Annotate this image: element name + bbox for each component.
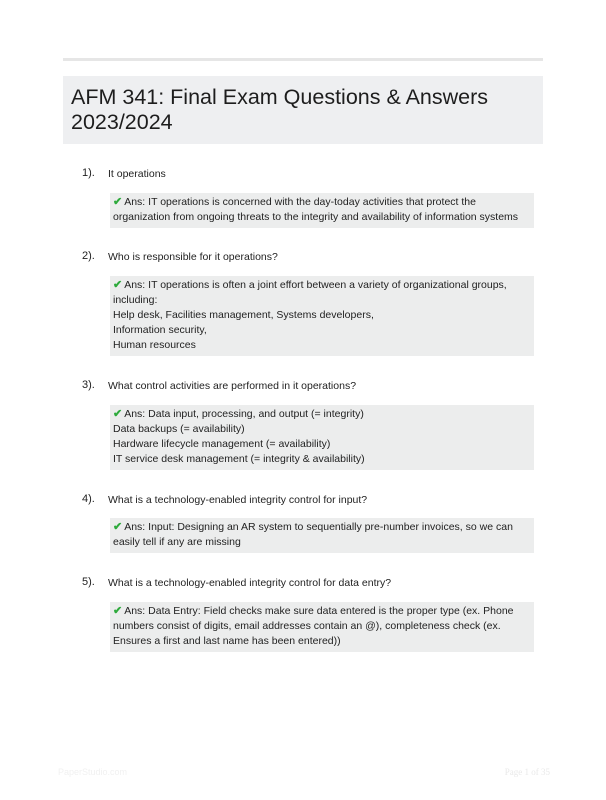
answer-line: Human resources (113, 339, 196, 351)
title-line-2: 2023/2024 (71, 110, 173, 134)
answer-box (110, 405, 534, 470)
document-title (71, 85, 543, 135)
check-icon: ✔ (113, 279, 123, 291)
answer-box (110, 518, 534, 553)
question-text: What is a technology-enabled integrity control for input? (108, 494, 368, 506)
answer-line: IT service desk management (= integrity & availability) (113, 453, 365, 465)
answer-line: including: (113, 294, 158, 306)
question-number: 2). (82, 250, 95, 262)
question-text: What is a technology-enabled integrity control for data entry? (108, 577, 392, 589)
question-text: Who is responsible for it operations? (108, 251, 278, 263)
check-icon: ✔ (113, 196, 123, 208)
footer-watermark: PaperStudio.com (58, 767, 128, 777)
question-text: It operations (108, 168, 166, 180)
answer-line: Information security, (113, 324, 207, 336)
answer-line: easily tell if any are missing (113, 536, 241, 548)
check-icon: ✔ (113, 408, 123, 420)
answer-line: Ans: Data Entry: Field checks make sure data entered is the proper type (ex. Phone (124, 605, 514, 617)
top-divider (63, 58, 543, 61)
page-number: Page 1 of 35 (504, 767, 550, 777)
answer-box (110, 602, 534, 652)
answer-line: Ensures a first and last name has been entered)) (113, 635, 341, 647)
question-text: What control activities are performed in it operations? (108, 380, 357, 392)
question-number: 5). (82, 576, 95, 588)
answer-box (110, 276, 534, 356)
answer-line: numbers consist of digits, email addresses contain an @), completeness check (ex. (113, 620, 501, 632)
answer-line: organization from ongoing threats to the integrity and availability of information systems (113, 211, 519, 223)
check-icon: ✔ (113, 521, 123, 533)
check-icon: ✔ (113, 605, 123, 617)
answer-line: Ans: Input: Designing an AR system to sequentially pre-number invoices, so we can (124, 521, 513, 533)
title-line-1: AFM 341: Final Exam Questions & Answers (71, 85, 489, 109)
answer-line: Hardware lifecycle management (= availability) (113, 438, 331, 450)
title-banner (63, 76, 543, 144)
question-number: 4). (82, 493, 95, 505)
answer-line: Ans: IT operations is concerned with the day-today activities that protect the (124, 196, 476, 208)
answer-line: Help desk, Facilities management, Systems developers, (113, 309, 374, 321)
answer-box (110, 193, 534, 228)
question-number: 3). (82, 379, 95, 391)
answer-line: Ans: Data input, processing, and output (= integrity) (124, 408, 364, 420)
answer-line: Data backups (= availability) (113, 423, 245, 435)
answer-line: Ans: IT operations is often a joint effort between a variety of organizational groups, (124, 279, 507, 291)
question-number: 1). (82, 167, 95, 179)
